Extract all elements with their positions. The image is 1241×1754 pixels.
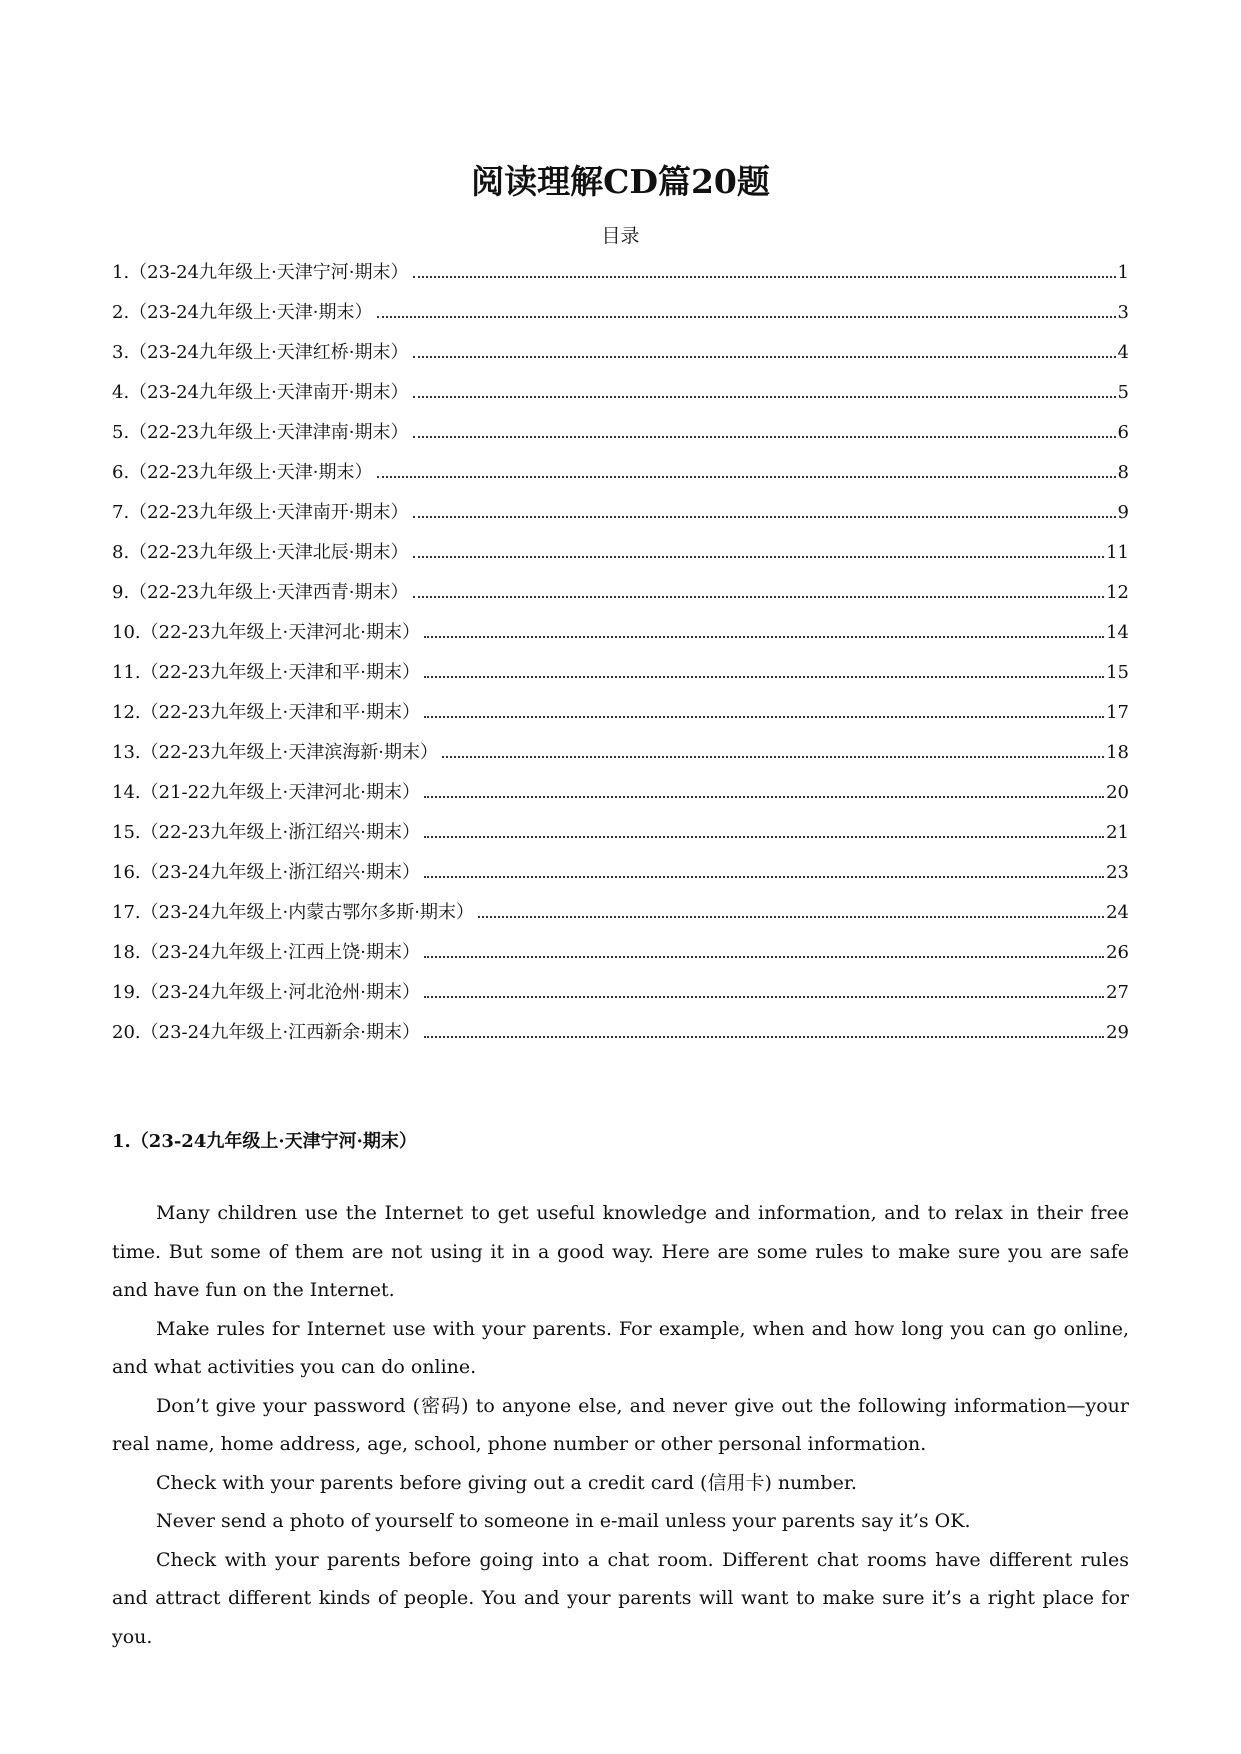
- toc-entry-page-number: 18: [1106, 742, 1129, 763]
- toc-entry-page-number: 29: [1106, 1022, 1129, 1043]
- toc-entry-label: 13.（22-23九年级上·天津滨海新·期末）: [112, 742, 438, 763]
- table-of-contents: [112, 260, 1129, 1060]
- toc-entry-page-number: 1: [1117, 262, 1129, 283]
- toc-leader-dots: [413, 356, 1116, 358]
- passage-paragraph: Make rules for Internet use with your parents. For example, when and how long you can go online, and what activities you can do online.: [112, 1317, 1129, 1378]
- toc-leader-dots: [424, 716, 1104, 718]
- toc-entry[interactable]: [112, 700, 1129, 740]
- toc-leader-dots: [413, 396, 1116, 398]
- toc-entry[interactable]: [112, 820, 1129, 860]
- toc-entry-label: 8.（22-23九年级上·天津北辰·期末）: [112, 542, 409, 563]
- toc-entry-page-number: 20: [1106, 782, 1129, 803]
- toc-entry-page-number: 3: [1117, 302, 1129, 323]
- toc-entry[interactable]: [112, 860, 1129, 900]
- toc-entry[interactable]: [112, 460, 1129, 500]
- toc-entry-page-number: 21: [1106, 822, 1129, 843]
- toc-leader-dots: [424, 996, 1104, 998]
- toc-entry-label: 20.（23-24九年级上·江西新余·期末）: [112, 1022, 420, 1043]
- toc-leader-dots: [424, 676, 1104, 678]
- toc-leader-dots: [424, 836, 1104, 838]
- toc-leader-dots: [478, 916, 1104, 918]
- toc-entry-page-number: 11: [1106, 542, 1129, 563]
- passage-paragraph: Many children use the Internet to get useful knowledge and information, and to relax in their free time. But some of them are not using it in a good way. Here are some rules to make sure you are safe and have fun on the Internet.: [112, 1202, 1129, 1301]
- toc-entry-label: 10.（22-23九年级上·天津河北·期末）: [112, 622, 420, 643]
- toc-leader-dots: [377, 476, 1116, 478]
- toc-entry[interactable]: [112, 980, 1129, 1020]
- toc-entry[interactable]: [112, 300, 1129, 340]
- toc-entry-label: 12.（22-23九年级上·天津和平·期末）: [112, 702, 420, 723]
- toc-leader-dots: [424, 636, 1104, 638]
- toc-entry-page-number: 6: [1117, 422, 1129, 443]
- toc-entry-label: 2.（23-24九年级上·天津·期末）: [112, 302, 373, 323]
- toc-entry-page-number: 12: [1106, 582, 1129, 603]
- toc-leader-dots: [377, 316, 1116, 318]
- toc-entry-label: 17.（23-24九年级上·内蒙古鄂尔多斯·期末）: [112, 902, 474, 923]
- toc-entry[interactable]: [112, 500, 1129, 540]
- toc-entry[interactable]: [112, 420, 1129, 460]
- toc-entry-label: 9.（22-23九年级上·天津西青·期末）: [112, 582, 409, 603]
- toc-leader-dots: [413, 556, 1105, 558]
- passage-paragraph: Check with your parents before going into a chat room. Different chat rooms have different rules and attract different kinds of people. You and your parents will want to make sure it’s a right place for you.: [112, 1548, 1129, 1648]
- passage-paragraph: Don’t give your password (密码) to anyone else, and never give out the following information—your real name, home address, age, school, phone number or other personal information.: [112, 1394, 1129, 1455]
- toc-entry-label: 15.（22-23九年级上·浙江绍兴·期末）: [112, 822, 420, 843]
- toc-entry[interactable]: [112, 620, 1129, 660]
- toc-entry-label: 1.（23-24九年级上·天津宁河·期末）: [112, 262, 409, 283]
- toc-entry-label: 16.（23-24九年级上·浙江绍兴·期末）: [112, 862, 420, 883]
- toc-entry-page-number: 4: [1117, 342, 1129, 363]
- toc-leader-dots: [413, 516, 1116, 518]
- toc-entry-page-number: 8: [1117, 462, 1129, 483]
- toc-leader-dots: [413, 596, 1105, 598]
- toc-entry-page-number: 14: [1106, 622, 1129, 643]
- toc-entry-page-number: 23: [1106, 862, 1129, 883]
- toc-entry-label: 14.（21-22九年级上·天津河北·期末）: [112, 782, 420, 803]
- passage-paragraph: Check with your parents before giving out a credit card (信用卡) number.: [156, 1471, 857, 1494]
- toc-entry-page-number: 5: [1117, 382, 1129, 403]
- toc-entry-page-number: 9: [1117, 502, 1129, 523]
- section-heading: 1.（23-24九年级上·天津宁河·期末）: [112, 1131, 417, 1152]
- toc-entry-page-number: 26: [1106, 942, 1129, 963]
- toc-entry-label: 3.（23-24九年级上·天津红桥·期末）: [112, 342, 409, 363]
- toc-entry[interactable]: [112, 740, 1129, 780]
- toc-entry-label: 18.（23-24九年级上·江西上饶·期末）: [112, 942, 420, 963]
- toc-leader-dots: [413, 276, 1116, 278]
- toc-entry[interactable]: [112, 660, 1129, 700]
- toc-heading: 目录: [601, 225, 640, 247]
- toc-entry[interactable]: [112, 780, 1129, 820]
- toc-entry-label: 11.（22-23九年级上·天津和平·期末）: [112, 662, 420, 683]
- toc-leader-dots: [424, 956, 1104, 958]
- toc-entry-label: 7.（22-23九年级上·天津南开·期末）: [112, 502, 409, 523]
- toc-entry-page-number: 24: [1106, 902, 1129, 923]
- toc-leader-dots: [424, 1036, 1104, 1038]
- toc-entry[interactable]: [112, 940, 1129, 980]
- toc-leader-dots: [442, 756, 1104, 758]
- toc-entry-label: 19.（23-24九年级上·河北沧州·期末）: [112, 982, 420, 1003]
- toc-leader-dots: [424, 876, 1104, 878]
- toc-entry[interactable]: [112, 900, 1129, 940]
- toc-leader-dots: [413, 436, 1116, 438]
- reading-passage: [112, 1194, 1129, 1656]
- toc-entry-label: 5.（22-23九年级上·天津津南·期末）: [112, 422, 409, 443]
- toc-entry-page-number: 17: [1106, 702, 1129, 723]
- toc-entry-page-number: 27: [1106, 982, 1129, 1003]
- passage-paragraph: Never send a photo of yourself to someone in e-mail unless your parents say it’s OK.: [156, 1510, 971, 1532]
- toc-leader-dots: [424, 796, 1104, 798]
- page-title: 阅读理解CD篇20题: [471, 162, 770, 201]
- toc-entry-page-number: 15: [1106, 662, 1129, 683]
- toc-entry[interactable]: [112, 1020, 1129, 1060]
- toc-entry-label: 4.（23-24九年级上·天津南开·期末）: [112, 382, 409, 403]
- toc-entry[interactable]: [112, 380, 1129, 420]
- toc-entry[interactable]: [112, 340, 1129, 380]
- toc-entry-label: 6.（22-23九年级上·天津·期末）: [112, 462, 373, 483]
- toc-entry[interactable]: [112, 260, 1129, 300]
- toc-entry[interactable]: [112, 580, 1129, 620]
- toc-entry[interactable]: [112, 540, 1129, 580]
